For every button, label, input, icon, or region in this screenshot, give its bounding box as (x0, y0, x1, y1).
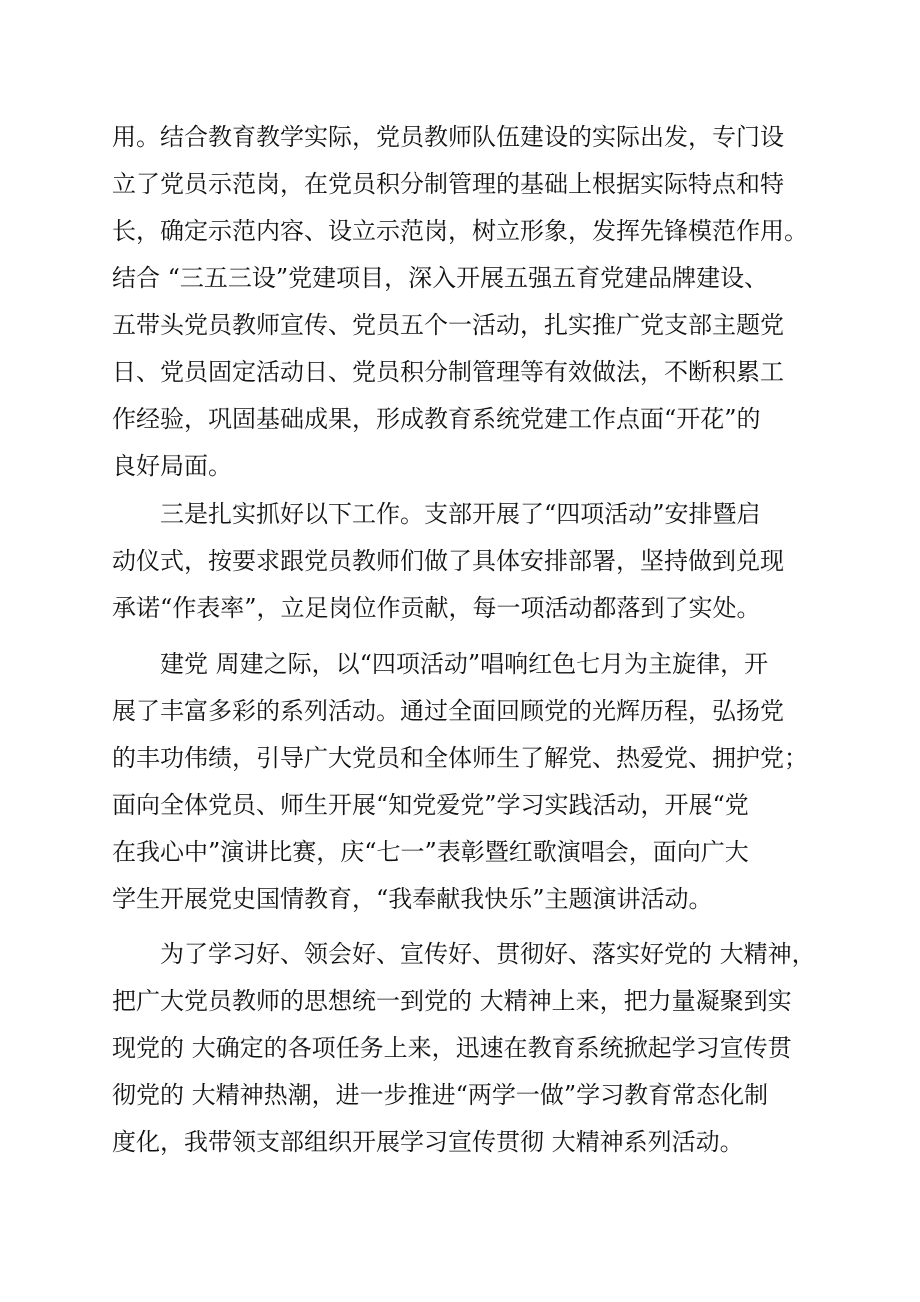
text-line: 五带头党员教师宣传、党员五个一活动，扎实推广党支部主题党 (112, 311, 784, 339)
text-line: 面向全体党员、师生开展“知党爱党”学习实践活动，开展“党 (112, 791, 749, 819)
text-line: 三是扎实抓好以下工作。支部开展了“四项活动”安排暨启 (160, 500, 761, 528)
text-line: 度化，我带领支部组织开展学习宣传贯彻 大精神系列活动。 (112, 1128, 744, 1156)
text-line: 用。结合教育教学实际，党员教师队伍建设的实际出发，专门设 (112, 123, 784, 151)
text-line: 展了丰富多彩的系列活动。通过全面回顾党的光辉历程，弘扬党 (112, 697, 784, 725)
paragraph-4 (112, 931, 832, 1166)
text-line: 长，确定示范内容、设立示范岗，树立形象，发挥先锋模范作用。 (112, 217, 808, 245)
text-line: 的丰功伟绩，引导广大党员和全体师生了解党、热爱党、拥护党； (112, 744, 808, 772)
text-line: 作经验，巩固基础成果，形成教育系统党建工作点面“开花”的 (112, 405, 761, 433)
text-line: 动仪式，按要求跟党员教师们做了具体安排部署，坚持做到兑现 (112, 547, 784, 575)
text-line: 为了学习好、领会好、宣传好、贯彻好、落实好党的 大精神， (160, 940, 816, 968)
text-line: 承诺“作表率”，立足岗位作贡献，每一项活动都落到了实处。 (112, 594, 761, 622)
text-line: 在我心中”演讲比赛，庆“七一”表彰暨红歌演唱会，面向广大 (112, 838, 749, 866)
text-line: 结合 “三五三设”党建项目，深入开展五强五育党建品牌建设、 (112, 264, 769, 292)
paragraph-2 (112, 491, 832, 632)
text-line: 把广大党员教师的思想统一到党的 大精神上来，把力量凝聚到实 (112, 987, 792, 1015)
text-line: 彻党的 大精神热潮，进一步推进“两学一做”学习教育常态化制 (112, 1081, 769, 1109)
paragraph-3 (112, 641, 832, 923)
paragraph-1 (112, 114, 832, 490)
text-line: 良好局面。 (112, 452, 232, 480)
text-line: 建党 周建之际，以“四项活动”唱响红色七月为主旋律，开 (160, 650, 769, 678)
text-line: 立了党员示范岗，在党员积分制管理的基础上根据实际特点和特 (112, 170, 784, 198)
text-line: 现党的 大确定的各项任务上来，迅速在教育系统掀起学习宣传贯 (112, 1034, 792, 1062)
text-line: 学生开展党史国情教育，“我奉献我快乐”主题演讲活动。 (112, 885, 713, 913)
text-line: 日、党员固定活动日、党员积分制管理等有效做法，不断积累工 (112, 358, 784, 386)
